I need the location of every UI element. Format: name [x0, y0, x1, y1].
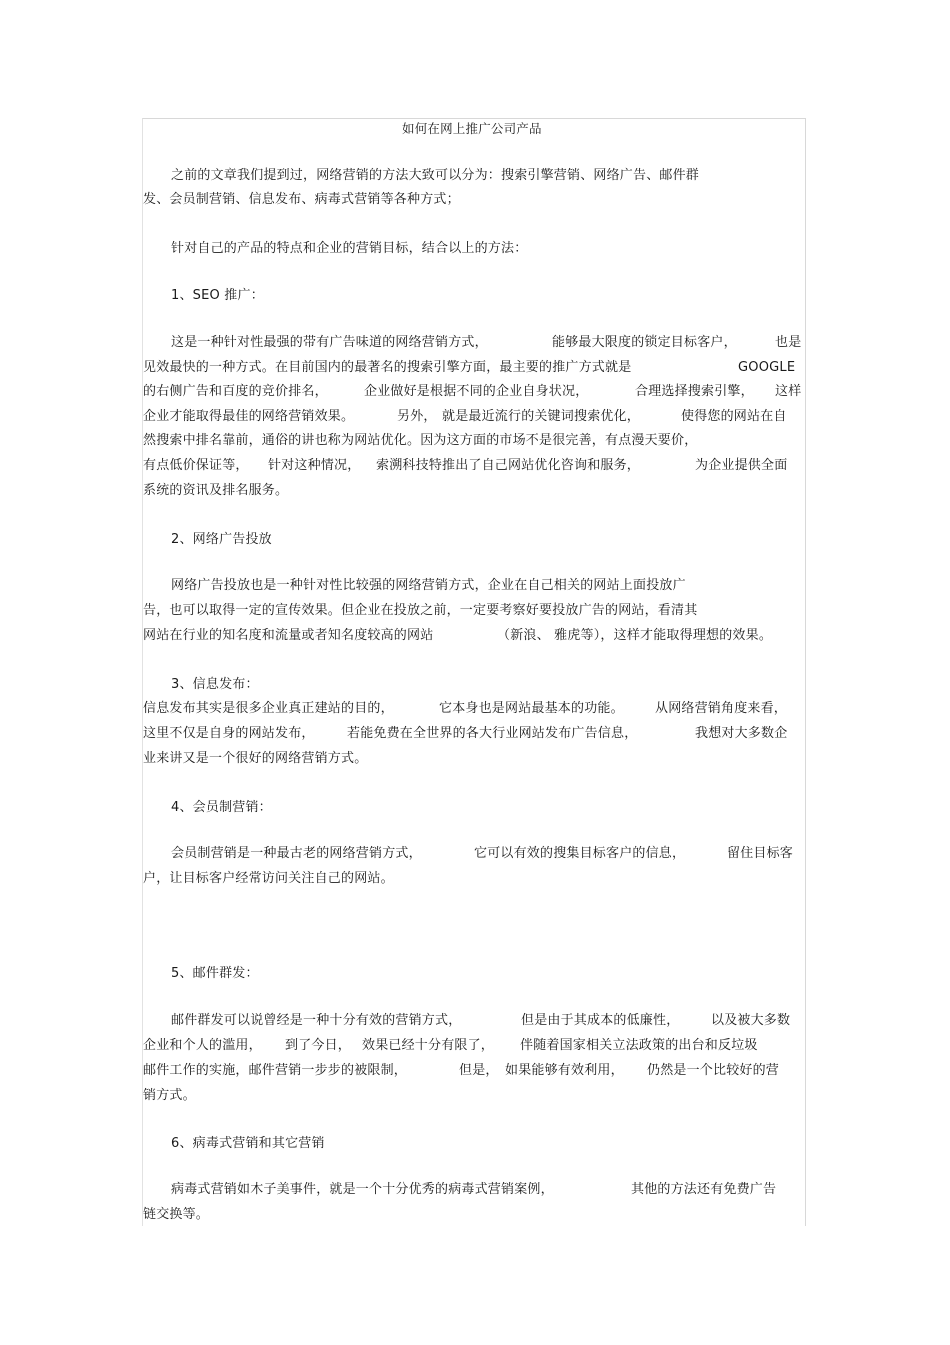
intro-line-2: 发、会员制营销、信息发布、病毒式营销等各种方式； — [143, 192, 460, 207]
section-2-heading: 2、网络广告投放 — [171, 532, 272, 547]
text-segment: GOOGLE — [738, 360, 796, 375]
text-segment: 使得您的网站在自 — [681, 409, 787, 424]
text-segment: 伴随着国家相关立法政策的出台和反垃圾 — [520, 1038, 758, 1053]
intro-line-3: 针对自己的产品的特点和企业的营销目标，结合以上的方法： — [171, 241, 528, 256]
text-segment: 其他的方法还有免费广告 — [631, 1182, 777, 1197]
text-segment: 但是由于其成本的低廉性， — [521, 1013, 680, 1028]
text-segment: 信息发布其实是很多企业真正建站的目的， — [143, 701, 394, 716]
section-2-line-2: 告，也可以取得一定的宣传效果。但企业在投放之前，一定要考察好要投放广告的网站，看清其 — [143, 603, 698, 618]
text-segment: 另外， — [397, 409, 437, 424]
text-segment: 留住目标客 — [727, 846, 794, 861]
text-segment: 为企业提供全面 — [695, 458, 788, 473]
text-segment: 仍然是一个比较好的营 — [647, 1063, 780, 1078]
text-segment: 到了今日， — [285, 1038, 352, 1053]
text-segment: 索溯科技特推出了自己网站优化咨询和服务， — [376, 458, 641, 473]
text-segment: 网站在行业的知名度和流量或者知名度较高的网站 — [143, 628, 434, 643]
text-segment: 以及被大多数 — [711, 1013, 791, 1028]
text-segment: 就是最近流行的关键词搜索优化， — [442, 409, 641, 424]
section-5-heading: 5、邮件群发： — [171, 966, 259, 981]
document-frame — [142, 118, 806, 1226]
text-segment: 这样 — [775, 384, 802, 399]
section-3-line-3: 业来讲又是一个很好的网络营销方式。 — [143, 751, 368, 766]
text-segment: 这是一种针对性最强的带有广告味道的网络营销方式， — [171, 335, 488, 350]
text-segment: 如果能够有效利用， — [505, 1063, 624, 1078]
section-1-line-7: 系统的资讯及排名服务。 — [143, 483, 289, 498]
intro-line-1: 之前的文章我们提到过，网络营销的方法大致可以分为：搜索引擎营销、网络广告、邮件群 — [171, 168, 700, 183]
text-segment: 企业和个人的滥用， — [143, 1038, 262, 1053]
section-3-heading: 3、信息发布： — [171, 677, 259, 692]
document-title: 如何在网上推广公司产品 — [402, 121, 542, 136]
section-6-line-2: 链交换等。 — [143, 1207, 210, 1222]
text-segment: 会员制营销是一种最古老的网络营销方式， — [171, 846, 422, 861]
section-1-heading: 1、SEO 推广： — [171, 288, 264, 303]
section-4-line-2: 户，让目标客户经常访问关注自己的网站。 — [143, 871, 394, 886]
text-segment: 效果已经十分有限了， — [362, 1038, 495, 1053]
text-segment: 有点低价保证等， — [143, 458, 249, 473]
text-segment: 企业才能取得最佳的网络营销效果。 — [143, 409, 355, 424]
text-segment: 也是 — [775, 335, 802, 350]
text-segment: 病毒式营销如木子美事件，就是一个十分优秀的病毒式营销案例， — [171, 1182, 554, 1197]
text-segment: 见效最快的一种方式。在目前国内的最著名的搜索引擎方面，最主要的推广方式就是 — [143, 360, 632, 375]
text-segment: 它本身也是网站最基本的功能。 — [439, 701, 624, 716]
text-segment: 我想对大多数企 — [695, 726, 788, 741]
section-1-line-5: 然搜索中排名靠前，通俗的讲也称为网站优化。因为这方面的市场不是很完善，有点漫天要价， — [143, 433, 698, 448]
section-5-line-4: 销方式。 — [143, 1088, 196, 1103]
text-segment: 合理选择搜索引擎， — [635, 384, 754, 399]
text-segment: （新浪、 雅虎等），这样才能取得理想的效果。 — [497, 628, 773, 643]
text-segment: 企业做好是根据不同的企业自身状况， — [364, 384, 589, 399]
text-segment: 若能免费在全世界的各大行业网站发布广告信息， — [347, 726, 638, 741]
text-segment: 邮件群发可以说曾经是一种十分有效的营销方式， — [171, 1013, 462, 1028]
text-segment: 但是， — [459, 1063, 499, 1078]
text-segment: 针对这种情况， — [268, 458, 361, 473]
text-segment: 从网络营销角度来看， — [655, 701, 788, 716]
text-segment: 邮件工作的实施，邮件营销一步步的被限制， — [143, 1063, 408, 1078]
text-segment: 这里不仅是自身的网站发布， — [143, 726, 315, 741]
text-segment: 它可以有效的搜集目标客户的信息， — [474, 846, 686, 861]
text-segment: 能够最大限度的锁定目标客户， — [552, 335, 737, 350]
text-segment: 的右侧广告和百度的竞价排名， — [143, 384, 328, 399]
section-4-heading: 4、会员制营销： — [171, 800, 272, 815]
section-2-line-1: 网络广告投放也是一种针对性比较强的网络营销方式，企业在自己相关的网站上面投放广 — [171, 578, 686, 593]
section-6-heading: 6、病毒式营销和其它营销 — [171, 1136, 325, 1151]
